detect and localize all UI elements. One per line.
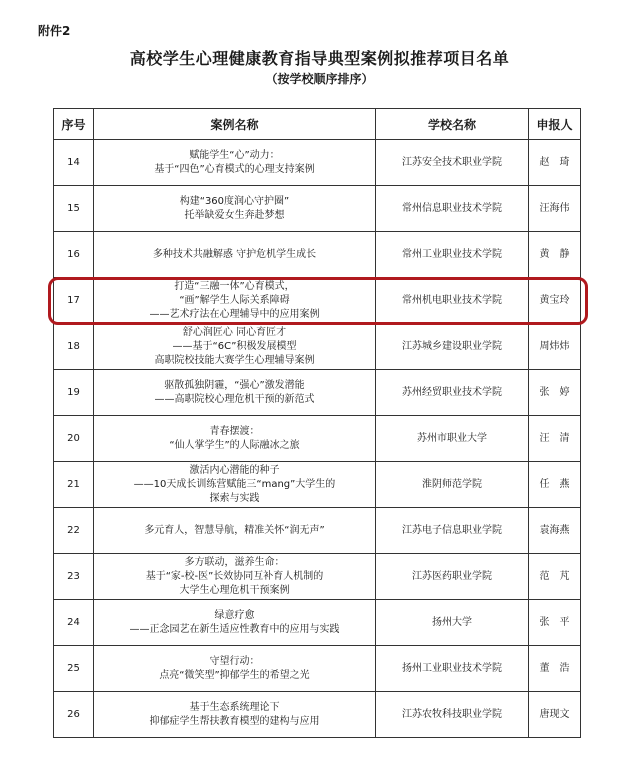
table-row: [54, 508, 581, 554]
case-name-line: “仙人掌学生”的人际融冰之旅: [169, 439, 300, 451]
case-name-line: 赋能学生“心”动力：: [189, 149, 280, 161]
case-name-cell: [94, 416, 376, 462]
table-row: [54, 232, 581, 278]
table-row: [54, 462, 581, 508]
applicant-cell: 唐现文: [529, 692, 581, 738]
case-name-line: 绿意疗愈: [214, 609, 255, 621]
row-number: 14: [54, 140, 94, 186]
page-subtitle: （按学校顺序排序）: [265, 72, 374, 86]
school-name-cell: 扬州工业职业技术学院: [376, 646, 529, 692]
table-row: [54, 692, 581, 738]
case-name-line: 基于生态系统理论下: [189, 701, 280, 713]
case-name-line: ——基于“6C”积极发展模型: [172, 340, 297, 352]
case-name-cell: [94, 508, 376, 554]
school-name-cell: 常州信息职业技术学院: [376, 186, 529, 232]
case-name-line: ——高职院校心理危机干预的新范式: [154, 393, 315, 405]
applicant-cell: 汪 清: [529, 416, 581, 462]
row-number: 19: [54, 370, 94, 416]
row-number: 23: [54, 554, 94, 600]
highlight-circle: [48, 277, 588, 325]
school-name-cell: 江苏电子信息职业学院: [376, 508, 529, 554]
applicant-cell: 张 平: [529, 600, 581, 646]
case-name-cell: [94, 324, 376, 370]
case-name-line: 点亮“微笑型”抑郁学生的希望之光: [159, 669, 310, 681]
row-number: 18: [54, 324, 94, 370]
case-name-cell: [94, 692, 376, 738]
row-number: 26: [54, 692, 94, 738]
school-name-cell: 江苏安全技术职业学院: [376, 140, 529, 186]
case-name-cell: [94, 554, 376, 600]
applicant-cell: 董 浩: [529, 646, 581, 692]
school-name-cell: 江苏医药职业学院: [376, 554, 529, 600]
case-name-cell: [94, 232, 376, 278]
case-name-line: 基于“家-校-医”长效协同互补育人机制的: [145, 570, 324, 582]
case-name-line: ——10天成长训练营赋能三“mang”大学生的: [133, 478, 336, 490]
row-number: 15: [54, 186, 94, 232]
case-name-line: 高职院校技能大赛学生心理辅导案例: [154, 354, 315, 366]
school-name-cell: 常州工业职业技术学院: [376, 232, 529, 278]
row-number: 20: [54, 416, 94, 462]
recommendation-table: [53, 108, 581, 738]
case-name-line: ——艺术疗法在心理辅导中的应用案例: [149, 308, 320, 320]
applicant-cell: 黄宝玲: [529, 278, 581, 324]
case-name-line: 抑郁症学生帮扶教育模型的建构与应用: [149, 715, 320, 727]
school-name-cell: 常州机电职业技术学院: [376, 278, 529, 324]
applicant-cell: 赵 琦: [529, 140, 581, 186]
header-applicant: 申报人: [529, 109, 581, 140]
table-row: [54, 370, 581, 416]
header-no: 序号: [54, 109, 94, 140]
case-name-line: 构建“360度润心守护圈”: [179, 195, 290, 207]
header-school-name: 学校名称: [376, 109, 529, 140]
case-name-line: 多方联动，滋养生命：: [184, 556, 285, 568]
case-name-line: 青春摆渡：: [209, 425, 260, 437]
table-header-row: [54, 109, 581, 140]
table-row: [54, 416, 581, 462]
table-row: [54, 324, 581, 370]
case-name-line: 大学生心理危机干预案例: [179, 584, 290, 596]
case-name-line: 打造“三融一体”心育模式，: [174, 280, 295, 292]
case-name-line: 舒心润匠心 同心育匠才: [182, 326, 287, 338]
case-name-cell: [94, 646, 376, 692]
row-number: 25: [54, 646, 94, 692]
table-row: [54, 186, 581, 232]
row-number: 22: [54, 508, 94, 554]
school-name-cell: 苏州市职业大学: [376, 416, 529, 462]
page-title: 高校学生心理健康教育指导典型案例拟推荐项目名单: [129, 49, 510, 68]
header-case-name: 案例名称: [94, 109, 376, 140]
case-name-line: ——正念园艺在新生适应性教育中的应用与实践: [129, 623, 340, 635]
case-name-cell: [94, 370, 376, 416]
case-name-line: 守望行动：: [209, 655, 260, 667]
table-row: [54, 140, 581, 186]
attachment-label: 附件2: [38, 24, 71, 38]
table-row: [54, 646, 581, 692]
applicant-cell: 张 婷: [529, 370, 581, 416]
school-name-cell: 淮阴师范学院: [376, 462, 529, 508]
table-row: [54, 600, 581, 646]
row-number: 17: [54, 278, 94, 324]
row-number: 24: [54, 600, 94, 646]
applicant-cell: 范 芃: [529, 554, 581, 600]
applicant-cell: 袁海燕: [529, 508, 581, 554]
case-name-line: 多种技术共融解惑 守护危机学生成长: [152, 248, 317, 260]
school-name-cell: 扬州大学: [376, 600, 529, 646]
table-row: [54, 554, 581, 600]
case-name-line: 探索与实践: [209, 492, 260, 504]
applicant-cell: 周炜炜: [529, 324, 581, 370]
case-name-cell: [94, 186, 376, 232]
applicant-cell: 任 燕: [529, 462, 581, 508]
case-name-cell: [94, 462, 376, 508]
case-name-cell: [94, 140, 376, 186]
case-name-line: 激活内心潜能的种子: [189, 464, 280, 476]
case-name-line: 多元育人，智慧导航，精准关怀“润无声”: [144, 524, 325, 536]
table-body: [54, 140, 581, 738]
row-number: 21: [54, 462, 94, 508]
school-name-cell: 江苏农牧科技职业学院: [376, 692, 529, 738]
case-name-line: 驱散孤独阴霾，“强心”激发潜能: [164, 379, 305, 391]
case-name-line: 基于“四色”心育模式的心理支持案例: [154, 163, 315, 175]
case-name-line: 托举缺爱女生奔赴梦想: [184, 209, 285, 221]
applicant-cell: 汪海伟: [529, 186, 581, 232]
school-name-cell: 江苏城乡建设职业学院: [376, 324, 529, 370]
school-name-cell: 苏州经贸职业技术学院: [376, 370, 529, 416]
applicant-cell: 黄 静: [529, 232, 581, 278]
case-name-line: “画”解学生人际关系障碍: [179, 294, 290, 306]
case-name-cell: [94, 600, 376, 646]
row-number: 16: [54, 232, 94, 278]
